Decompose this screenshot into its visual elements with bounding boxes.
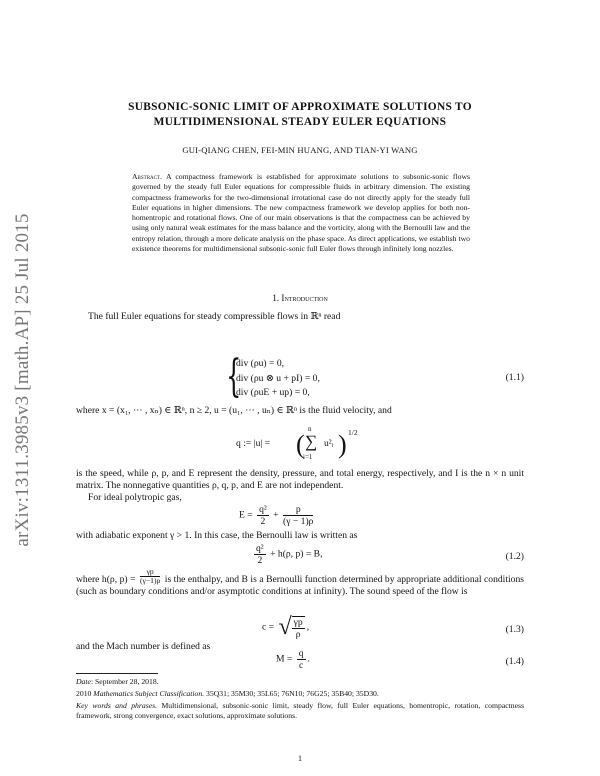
section-title: Introduction: [281, 293, 328, 303]
paragraph-variables: where x = (x₁, ··· , xₙ) ∈ ℝⁿ, n ≥ 2, u = (u₁, ··· , uₙ) ∈ ℝⁿ is the fluid velocity, and: [76, 405, 392, 416]
power: 1/2: [348, 428, 358, 437]
footnote-msc: [76, 689, 524, 699]
energy-plus: +: [273, 509, 279, 521]
paragraph-polytropic: For ideal polytropic gas,: [88, 492, 182, 503]
mach-number: [276, 648, 310, 671]
energy-f1-den: 2: [260, 516, 266, 527]
energy-f2-den: (γ − 1)ρ: [283, 516, 314, 527]
left-paren: (: [296, 430, 305, 459]
date-value: : September 28, 2018.: [90, 677, 159, 686]
mach-den: c: [299, 660, 304, 671]
euler-system: [236, 357, 320, 401]
energy-fraction-1: [257, 504, 269, 527]
energy-fraction-2: [283, 504, 313, 527]
paragraph-speed: is the speed, while ρ, p, and E represent the density, pressure, and total energy, respectively, and I is the n × n unit matrix. The nonnegative quantities ρ, q, p, and E are not independent.: [76, 468, 524, 491]
title-line-2: MULTIDIMENSIONAL STEADY EULER EQUATIONS: [153, 116, 447, 128]
energy-f1-num: q²: [259, 504, 267, 515]
right-paren: ): [338, 430, 347, 459]
sqrt-sign: √: [278, 614, 292, 640]
sound-speed: [262, 614, 309, 641]
abstract-label: Abstract.: [132, 172, 162, 181]
sound-num: γp: [293, 616, 303, 628]
keywords-label: Key words and phrases.: [76, 701, 158, 710]
author-list: GUI-QIANG CHEN, FEI-MIN HUANG, AND TIAN-YI WANG: [182, 145, 418, 155]
enthalpy-rest: is the enthalpy, and B is a Bernoulli function determined by appropriate additional conditions (such as boundary conditions and/or asymptotic conditions at infinity). The sound speed of the flow is: [76, 574, 524, 597]
bernoulli-fraction: [254, 543, 266, 566]
sum-lower: i=1: [303, 453, 313, 461]
mach-end: .: [307, 653, 310, 665]
mach-fraction: [297, 648, 306, 671]
msc-value: 35Q31; 35M30; 35L65; 76N10; 76G25; 35B40; 35D30.: [206, 689, 379, 698]
enth-den: (γ−1)ρ: [140, 576, 161, 586]
arxiv-identifier: arXiv:1311.3985v3 [math.AP] 25 Jul 2015: [12, 213, 33, 547]
speed-lhs: q := |u| =: [236, 438, 271, 449]
paragraph-mach: and the Mach number is defined as: [76, 641, 211, 652]
eq-label-1-2: (1.2): [505, 551, 524, 562]
bern-num: q²: [256, 543, 264, 554]
eq-label-1-3: (1.3): [505, 624, 524, 635]
system-brace: {: [226, 351, 242, 402]
eq-momentum: div (ρu ⊗ u + pI) = 0,: [236, 372, 320, 384]
enth-num: γp: [140, 568, 160, 577]
page-number: 1: [298, 754, 302, 763]
energy-definition: [239, 504, 315, 527]
date-label: Date: [76, 677, 91, 686]
msc-year: 2010: [76, 689, 92, 698]
paragraph-bernoulli: with adiabatic exponent γ > 1. In this case, the Bernoulli law is written as: [76, 530, 358, 541]
footnote-date: [76, 677, 524, 687]
eq-label-1-4: (1.4): [505, 656, 524, 667]
sum-term: u²ᵢ: [324, 438, 334, 449]
sound-end: ,: [306, 621, 310, 633]
section-number: 1.: [272, 293, 280, 303]
mach-num: q: [298, 648, 304, 659]
abstract: [132, 172, 470, 254]
mach-lhs: M =: [276, 653, 293, 665]
energy-lhs: E =: [239, 509, 253, 521]
title-line-1: SUBSONIC-SONIC LIMIT OF APPROXIMATE SOLUTIONS TO: [128, 101, 472, 113]
sound-lhs: c =: [262, 621, 275, 633]
paragraph-intro: The full Euler equations for steady compressible flows in ℝⁿ read: [88, 311, 341, 322]
sound-den: ρ: [295, 628, 301, 640]
section-heading: [76, 293, 524, 303]
abstract-body: A compactness framework is established for approximate solutions to subsonic-sonic flows governed by the steady full Euler equations for compressible fluids in arbitrary dimension. The existing compactness frameworks for the two-dimensional irrotational case do not directly apply for the steady full Euler equations in higher dimensions. The new compactness framework we develop applies for both non-homentropic and rotational flows. One of our main observations is that the compactness can be achieved by using only natural weak estimates for the mass balance and the vorticity, along with the Bernoulli law and the entropy relation, through a more delicate analysis on the phase space. As direct applications, we establish two existence theorems for multidimensional subsonic-sonic full Euler flows through infinitely long nozzles.: [132, 172, 470, 253]
footnote-keywords: [76, 701, 524, 721]
sound-fraction: [292, 616, 305, 640]
eq-label-1-1: (1.1): [505, 372, 524, 383]
enthalpy-intro: where h(ρ, p) =: [76, 574, 136, 585]
footnote-rule: [76, 673, 158, 674]
paper-title: [76, 100, 524, 130]
keywords-value: Multidimensional, subsonic-sonic limit, steady flow, full Euler equations, homentropic, rotation, compactness framework, strong convergence, exact solutions, approximate solutions.: [76, 701, 524, 721]
eq-mass: div (ρu) = 0,: [236, 358, 285, 369]
bern-rest: + h(ρ, p) = B,: [270, 548, 323, 560]
sum-sign: ∑: [305, 432, 318, 451]
speed-definition: [236, 426, 416, 462]
eq-energy: div (ρuE + up) = 0,: [236, 387, 310, 398]
energy-f2-num: p: [283, 504, 313, 516]
sum-upper: n: [308, 425, 312, 433]
enthalpy-fraction: [140, 568, 160, 585]
bern-den: 2: [257, 555, 263, 566]
msc-label: Mathematics Subject Classification.: [93, 689, 205, 698]
bernoulli-law: [252, 543, 322, 566]
arxiv-stamp: [4, 180, 42, 580]
